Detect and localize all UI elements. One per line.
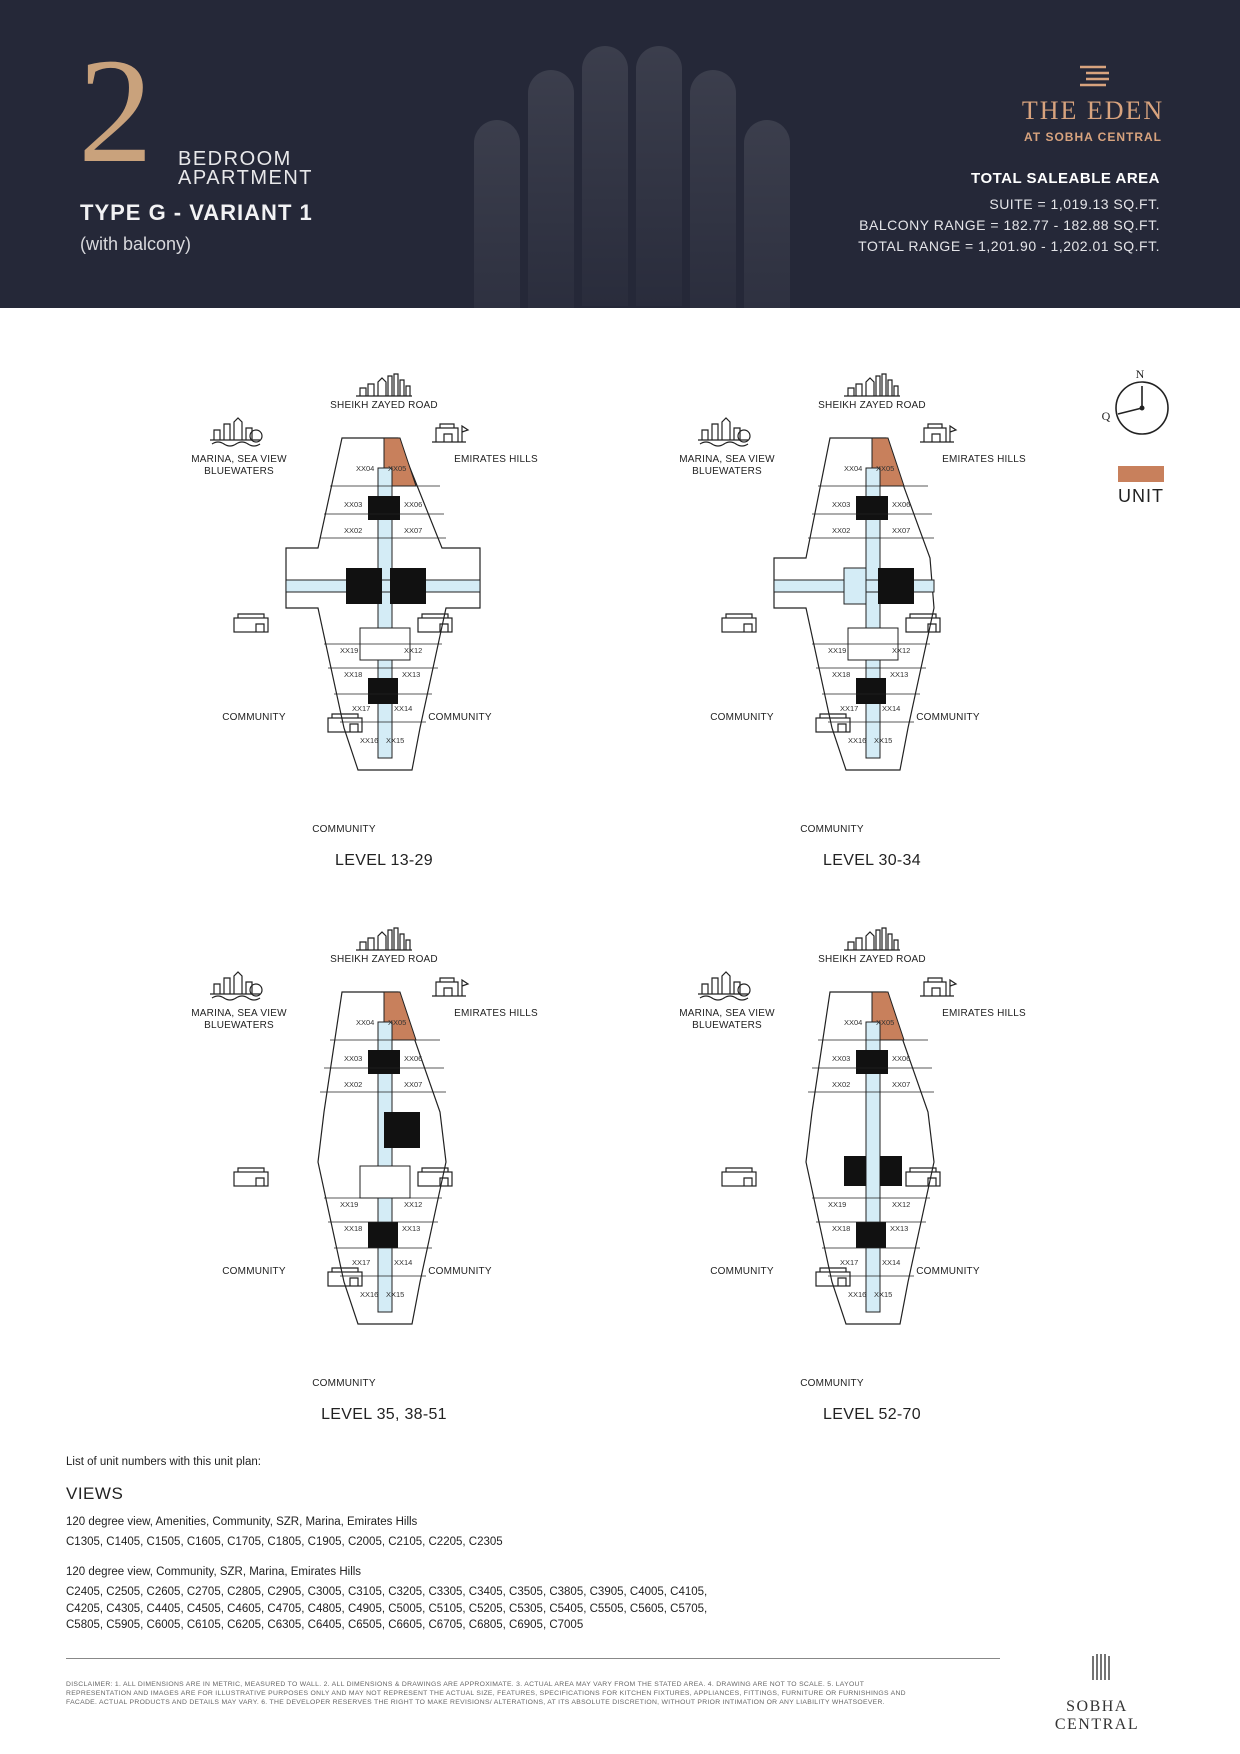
unit-label: XX02 xyxy=(832,526,851,535)
floor-plan-drawing xyxy=(628,368,1116,888)
label-marina-line2: BLUEWATERS xyxy=(204,466,274,477)
unit-label: XX02 xyxy=(344,1080,363,1089)
label-marina-line1: MARINA, SEA VIEW xyxy=(191,454,287,465)
label-community-right: COMMUNITY xyxy=(916,1266,980,1277)
unit-label: XX05 xyxy=(388,1018,407,1027)
label-emirates-hills: EMIRATES HILLS xyxy=(454,454,538,465)
divider xyxy=(66,1658,1000,1659)
unit-label: XX03 xyxy=(344,1054,363,1063)
plan-level-label: LEVEL 35, 38-51 xyxy=(321,1406,447,1423)
label-marina-line1: MARINA, SEA VIEW xyxy=(679,454,775,465)
lift-core xyxy=(390,568,426,604)
unit-label: XX07 xyxy=(892,1080,911,1089)
unit-label: XX17 xyxy=(352,1258,371,1267)
unit-label: XX07 xyxy=(404,1080,423,1089)
views-heading: VIEWS xyxy=(66,1484,124,1503)
label-community-left: COMMUNITY xyxy=(222,1266,286,1277)
label-community-bottom: COMMUNITY xyxy=(312,824,376,835)
unit-label: XX03 xyxy=(344,500,363,509)
unit-label: XX18 xyxy=(344,670,363,679)
header-banner xyxy=(0,0,1240,308)
unit-label: XX18 xyxy=(344,1224,363,1233)
label-emirates-hills: EMIRATES HILLS xyxy=(942,1008,1026,1019)
label-community-bottom: COMMUNITY xyxy=(312,1378,376,1389)
decor-pillar xyxy=(582,46,628,306)
label-sheikh-zayed-road: SHEIKH ZAYED ROAD xyxy=(818,400,926,411)
total-saleable-area-title: TOTAL SALEABLE AREA xyxy=(971,170,1160,187)
floor-plan-drawing xyxy=(140,922,628,1442)
label-marina xyxy=(672,1008,782,1032)
unit-label: XX15 xyxy=(386,1290,405,1299)
floor-plan xyxy=(140,368,628,888)
label-marina-line2: BLUEWATERS xyxy=(204,1020,274,1031)
bedroom-count: 2 xyxy=(78,28,153,194)
label-sheikh-zayed-road: SHEIKH ZAYED ROAD xyxy=(818,954,926,965)
unit-legend-swatch xyxy=(1118,466,1164,482)
skyline-icon xyxy=(356,374,412,396)
unit-label: XX17 xyxy=(840,1258,859,1267)
label-community-bottom: COMMUNITY xyxy=(800,1378,864,1389)
unit-label: XX16 xyxy=(360,736,379,745)
brand-name: THE EDEN xyxy=(1021,96,1165,125)
floor-plan xyxy=(628,922,1116,1442)
lift-core xyxy=(368,678,398,704)
label-community-right: COMMUNITY xyxy=(428,712,492,723)
bedroom-label xyxy=(178,150,313,188)
label-sheikh-zayed-road: SHEIKH ZAYED ROAD xyxy=(330,400,438,411)
suite-area: SUITE = 1,019.13 SQ.FT. xyxy=(989,196,1160,212)
label-emirates-hills: EMIRATES HILLS xyxy=(942,454,1026,465)
eden-logo-icon xyxy=(1076,64,1112,90)
lift-core xyxy=(346,568,382,604)
label-community-right: COMMUNITY xyxy=(428,1266,492,1277)
compass-north: N xyxy=(1135,367,1145,381)
unit-label: XX19 xyxy=(828,1200,847,1209)
floor-plan xyxy=(140,922,628,1442)
unit-label: XX12 xyxy=(892,646,911,655)
decor-pillar xyxy=(636,46,682,306)
floor-plan-drawing xyxy=(628,922,1116,1442)
view-2-units-line: C2405, C2505, C2605, C2705, C2805, C2905, C3005, C3105, C3205, C3305, C3405, C3505, C3805, C3905, C4005, C4105, xyxy=(66,1586,708,1598)
unit-label: XX05 xyxy=(876,1018,895,1027)
unit-label: XX13 xyxy=(890,670,909,679)
label-community-bottom: COMMUNITY xyxy=(800,824,864,835)
unit-label: XX18 xyxy=(832,670,851,679)
sobha-logo-icon xyxy=(1090,1652,1110,1682)
unit-label: XX13 xyxy=(402,1224,421,1233)
label-sheikh-zayed-road: SHEIKH ZAYED ROAD xyxy=(330,954,438,965)
footer-brand: SOBHA CENTRAL xyxy=(1054,1698,1140,1733)
community-icon xyxy=(234,614,268,632)
unit-label: XX12 xyxy=(404,1200,423,1209)
compass-west: Q xyxy=(1101,409,1111,423)
view-2-title: 120 degree view, Community, SZR, Marina, Emirates Hills xyxy=(66,1566,362,1578)
unit-label: XX06 xyxy=(404,500,423,509)
decor-pillar xyxy=(690,70,736,308)
brand-subtitle: AT SOBHA CENTRAL xyxy=(1024,130,1162,144)
unit-label: XX15 xyxy=(874,736,893,745)
type-subtitle: (with balcony) xyxy=(80,234,192,254)
label-community-left: COMMUNITY xyxy=(710,712,774,723)
unit-label: XX04 xyxy=(356,464,375,473)
unit-label: XX14 xyxy=(394,1258,413,1267)
view-1-title: 120 degree view, Amenities, Community, SZR, Marina, Emirates Hills xyxy=(66,1516,418,1528)
unit-label: XX06 xyxy=(892,1054,911,1063)
unit-label: XX16 xyxy=(848,736,867,745)
unit-label: XX05 xyxy=(876,464,895,473)
unit-label: XX06 xyxy=(404,1054,423,1063)
unit-label: XX14 xyxy=(882,704,901,713)
unit-label: XX19 xyxy=(828,646,847,655)
unit-label: XX17 xyxy=(840,704,859,713)
apartment-line: APARTMENT xyxy=(178,167,313,189)
label-marina-line2: BLUEWATERS xyxy=(692,466,762,477)
balcony-range: BALCONY RANGE = 182.77 - 182.88 SQ.FT. xyxy=(859,217,1160,233)
unit-label: XX03 xyxy=(832,500,851,509)
unit-label: XX05 xyxy=(388,464,407,473)
label-marina-line1: MARINA, SEA VIEW xyxy=(679,1008,775,1019)
unit-label: XX02 xyxy=(832,1080,851,1089)
disclaimer xyxy=(66,1680,1000,1707)
unit-label: XX16 xyxy=(848,1290,867,1299)
disclaimer-line: FACADE. ACTUAL PRODUCTS AND DETAILS MAY VARY. 6. THE DEVELOPER RESERVES THE RIGHT TO MAKE REVISIONS/ ALTERATIONS, AT ITS ABSOLUTE DISCRETION, WITHOUT PRIOR INTIMATION OR ANY LIABILITY WHATSOEVER. xyxy=(66,1699,885,1706)
unit-label: XX03 xyxy=(832,1054,851,1063)
unit-label: XX02 xyxy=(344,526,363,535)
disclaimer-line: DISCLAIMER: 1. ALL DIMENSIONS ARE IN METRIC, MEASURED TO WALL. 2. ALL DIMENSIONS & DRAWINGS ARE APPROXIMATE. 3. ACTUAL AREA MAY VARY FROM THE STATED AREA. 4. DRAWING ARE NOT TO SCALE. 5. LAYOUT xyxy=(66,1681,865,1688)
unit-list-label: List of unit numbers with this unit plan: xyxy=(66,1456,261,1468)
cross-corridor xyxy=(286,580,480,592)
type-title: TYPE G - VARIANT 1 xyxy=(80,200,313,225)
plan-level-label: LEVEL 30-34 xyxy=(823,852,921,869)
label-marina-line1: MARINA, SEA VIEW xyxy=(191,1008,287,1019)
marina-icon xyxy=(210,418,262,446)
unit-label: XX12 xyxy=(404,646,423,655)
view-2-units-line: C5805, C5905, C6005, C6105, C6205, C6305, C6405, C6505, C6605, C6705, C6805, C6905, C7005 xyxy=(66,1619,584,1631)
label-marina-line2: BLUEWATERS xyxy=(692,1020,762,1031)
unit-label: XX13 xyxy=(402,670,421,679)
plan-level-label: LEVEL 52-70 xyxy=(823,1406,921,1423)
unit-label: XX12 xyxy=(892,1200,911,1209)
label-emirates-hills: EMIRATES HILLS xyxy=(454,1008,538,1019)
label-marina xyxy=(184,454,294,478)
decor-pillar xyxy=(744,120,790,308)
unit-label: XX15 xyxy=(874,1290,893,1299)
unit-label: XX07 xyxy=(892,526,911,535)
unit-label: XX04 xyxy=(844,464,863,473)
unit-label: XX14 xyxy=(882,1258,901,1267)
unit-label: XX16 xyxy=(360,1290,379,1299)
label-marina xyxy=(184,1008,294,1032)
label-marina xyxy=(672,454,782,478)
floor-plan-drawing xyxy=(140,368,628,888)
unit-label: XX19 xyxy=(340,646,359,655)
unit-label: XX19 xyxy=(340,1200,359,1209)
unit-label: XX04 xyxy=(844,1018,863,1027)
unit-label: XX04 xyxy=(356,1018,375,1027)
unit-label: XX13 xyxy=(890,1224,909,1233)
unit-label: XX18 xyxy=(832,1224,851,1233)
unit-label: XX06 xyxy=(892,500,911,509)
floor-plan xyxy=(628,368,1116,888)
label-community-left: COMMUNITY xyxy=(710,1266,774,1277)
plan-level-label: LEVEL 13-29 xyxy=(335,852,433,869)
emirates-hills-icon xyxy=(432,424,468,442)
unit-legend-label: UNIT xyxy=(1118,486,1164,506)
unit-label: XX17 xyxy=(352,704,371,713)
view-2-units-line: C4205, C4305, C4405, C4505, C4605, C4705, C4805, C4905, C5005, C5105, C5205, C5305, C5405, C5505, C5605, C5705, xyxy=(66,1602,708,1615)
view-1-units: C1305, C1405, C1505, C1605, C1705, C1805, C1905, C2005, C2105, C2205, C2305 xyxy=(66,1536,503,1548)
disclaimer-line: REPRESENTATION AND IMAGES ARE FOR ILLUSTRATIVE PURPOSES ONLY AND MAY NOT REPRESENT THE ACTUAL SIZE, FEATURES, SPECIFICATIONS FOR KITCHEN FIXTURES, APPLIANCES, FITTINGS, FURNITURE OR FURNISHINGS AND xyxy=(66,1690,906,1697)
unit-label: XX14 xyxy=(394,704,413,713)
label-community-left: COMMUNITY xyxy=(222,712,286,723)
lift-core xyxy=(368,496,400,520)
total-range: TOTAL RANGE = 1,201.90 - 1,202.01 SQ.FT. xyxy=(858,238,1160,254)
view-2-units xyxy=(66,1584,826,1634)
label-community-right: COMMUNITY xyxy=(916,712,980,723)
unit-label: XX07 xyxy=(404,526,423,535)
decor-pillar xyxy=(474,120,520,308)
bedroom-line: BEDROOM xyxy=(178,148,292,170)
unit-label: XX15 xyxy=(386,736,405,745)
decor-pillar xyxy=(528,70,574,308)
